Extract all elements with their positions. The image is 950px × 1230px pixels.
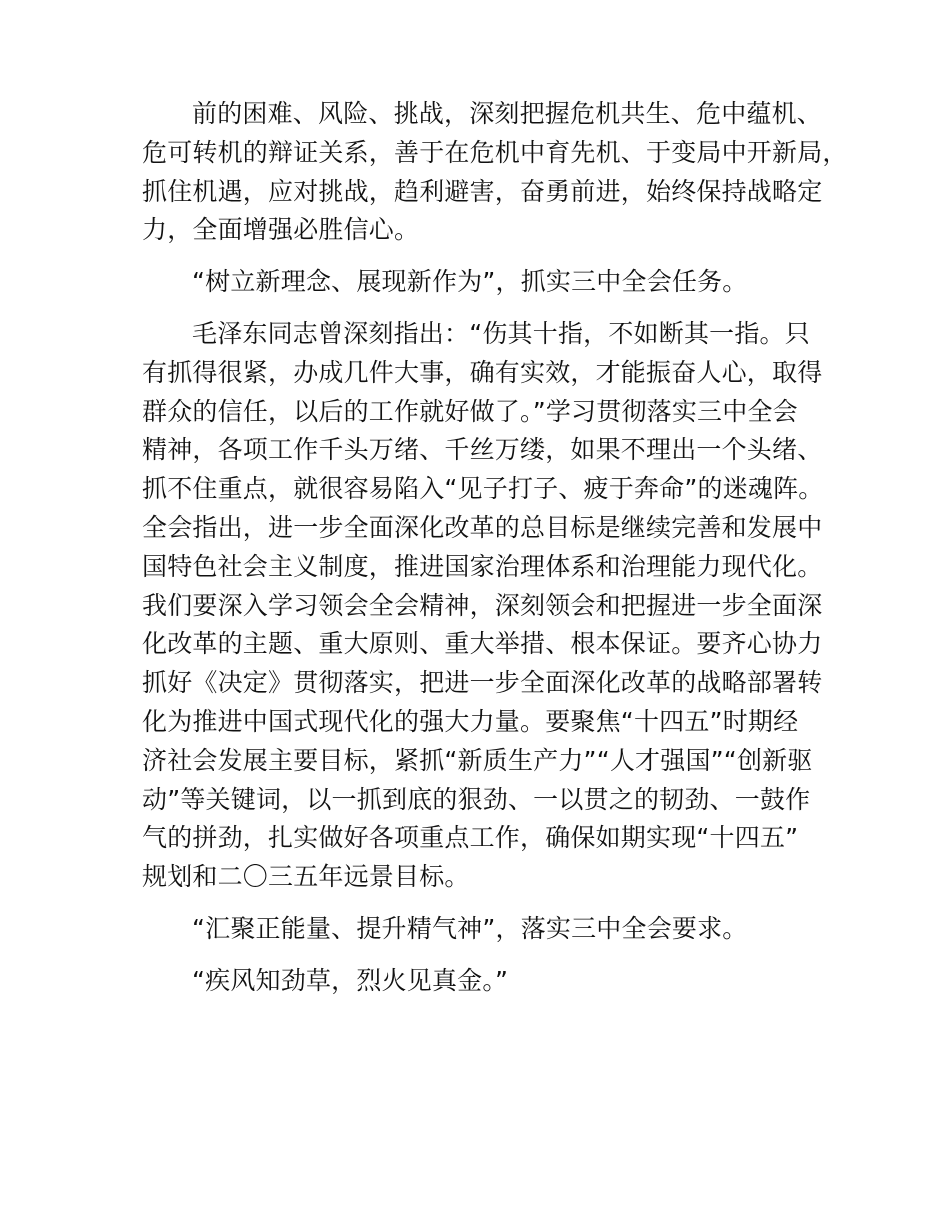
paragraph-line: 有抓得很紧，办成几件大事，确有实效，才能振奋人心，取得 <box>142 357 823 387</box>
paragraph-line: 危可转机的辩证关系，善于在危机中育先机、于变局中开新局， <box>142 137 848 167</box>
document-body <box>142 95 848 1001</box>
paragraph-line: 前的困难、风险、挑战，深刻把握危机共生、危中蕴机、 <box>192 99 823 128</box>
paragraph-gap <box>142 949 822 962</box>
paragraph-line: 精神，各项工作千头万绪、千丝万缕，如果不理出一个头绪、 <box>142 435 823 465</box>
paragraph-line: 化为推进中国式现代化的强大力量。要聚焦“十四五”时期经 <box>142 706 799 736</box>
paragraph-line: 济社会发展主要目标，紧抓“新质生产力”“人才强国”“创新驱 <box>142 745 813 775</box>
paragraph-line: 国特色社会主义制度，推进国家治理体系和治理能力现代化。 <box>142 551 823 581</box>
paragraph-line: “树立新理念、展现新作为”，抓实三中全会任务。 <box>192 267 748 297</box>
paragraph-line: 全会指出，进一步全面深化改革的总目标是继续完善和发展中 <box>142 512 823 542</box>
paragraph-line: 气的拼劲，扎实做好各项重点工作，确保如期实现“十四五” <box>142 823 799 853</box>
paragraph-line: 规划和二〇三五年远景目标。 <box>142 862 470 892</box>
paragraph-2 <box>142 263 822 302</box>
paragraph-gap <box>142 302 822 315</box>
paragraph-4 <box>142 910 822 949</box>
paragraph-1 <box>142 95 848 250</box>
paragraph-gap <box>142 250 822 263</box>
paragraph-line: 群众的信任，以后的工作就好做了。”学习贯彻落实三中全会 <box>142 396 798 426</box>
paragraph-line: 化改革的主题、重大原则、重大举措、根本保证。要齐心协力 <box>142 629 823 659</box>
paragraph-line: “疾风知劲草，烈火见真金。” <box>192 965 509 995</box>
paragraph-line: “汇聚正能量、提升精气神”，落实三中全会要求。 <box>192 913 748 943</box>
paragraph-line: 我们要深入学习领会全会精神，深刻领会和把握进一步全面深 <box>142 590 823 620</box>
paragraph-line: 动”等关键词，以一抓到底的狠劲、一以贯之的韧劲、一鼓作 <box>142 784 811 814</box>
paragraph-line: 抓不住重点，就很容易陷入“见子打子、疲于奔命”的迷魂阵。 <box>142 474 824 504</box>
paragraph-line: 力，全面增强必胜信心。 <box>142 215 420 245</box>
paragraph-5 <box>142 962 822 1001</box>
paragraph-line: 抓住机遇，应对挑战，趋利避害，奋勇前进，始终保持战略定 <box>142 176 823 206</box>
paragraph-line: 抓好《决定》贯彻落实，把进一步全面深化改革的战略部署转 <box>142 668 823 698</box>
paragraph-gap <box>142 897 822 910</box>
paragraph-line: 毛泽东同志曾深刻指出：“伤其十指，不如断其一指。只 <box>192 318 810 348</box>
paragraph-3 <box>142 315 822 897</box>
